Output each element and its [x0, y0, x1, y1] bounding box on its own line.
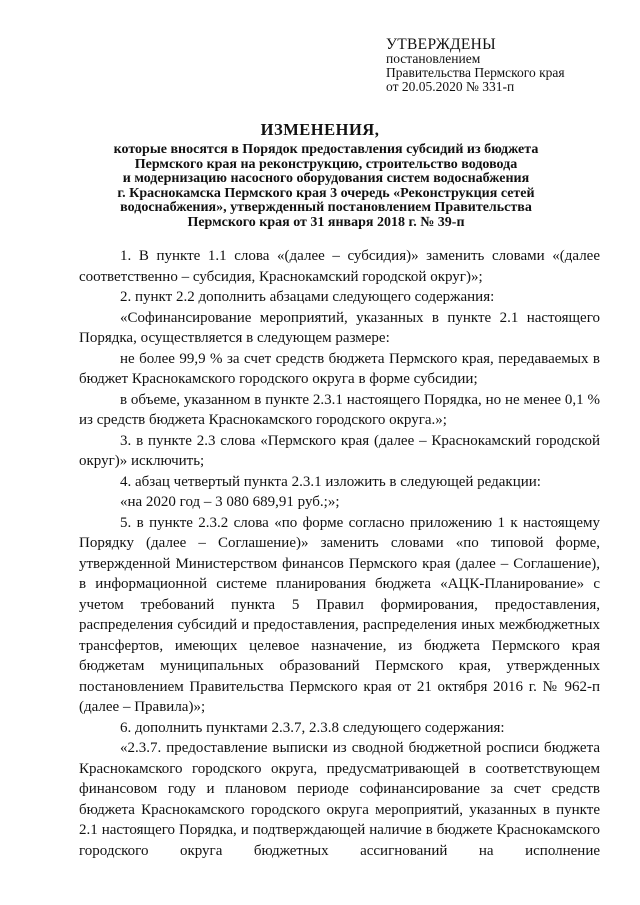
- body-paragraph: 5. в пункте 2.3.2 слова «по форме согласно приложению 1 к настоящему Порядку (далее – Соглашение)» заменить словами «по типовой форме, утвержденной Министерством финансов Пермского края (далее – Соглашение), в информационной системе планирования бюджета «АЦК-Планирование» с учетом требований пункта 5 Правил формирования, предоставления, распределения субсидий и предоставления, распределения иных межбюджетных трансфертов, имеющих целевое назначение, из бюджета Пермского края бюджетам муниципальных образований Пермского края, утвержденных постановлением Правительства Пермского края от 21 октября 2016 г. № 962-п (далее – Правила)»;: [79, 514, 600, 715]
- subtitle-line: г. Краснокамска Пермского края 3 очередь «Реконструкция сетей: [117, 185, 535, 201]
- document-body: [79, 246, 600, 861]
- subtitle-line: Пермского края от 31 января 2018 г. № 39-п: [187, 214, 465, 230]
- subtitle-line: и модернизацию насосного оборудования систем водоснабжения: [122, 171, 530, 187]
- body-paragraph: «Софинансирование мероприятий, указанных в пункте 2.1 настоящего Порядка, осуществляется в следующем размере:: [79, 309, 600, 346]
- body-paragraph: 2. пункт 2.2 дополнить абзацами следующего содержания:: [120, 289, 495, 305]
- document-subtitle: [80, 143, 572, 231]
- approval-line: от 20.05.2020 № 331-п: [386, 79, 515, 94]
- subtitle-line: которые вносятся в Порядок предоставления субсидий из бюджета: [113, 142, 539, 157]
- body-paragraph: «2.3.7. предоставление выписки из сводной бюджетной росписи бюджета Краснокамского городского округа, предусматривающей в соответствующем финансовом году и плановом периоде софинансирование за счет средств бюджета Краснокамского городского округа мероприятий, указанных в пункте 2.1 настоящего Порядка, и подтверждающей наличие в бюджете Краснокамского городского округа бюджетных ассигнований на исполнение: [79, 740, 600, 859]
- body-paragraph: 4. абзац четвертый пункта 2.3.1 изложить в следующей редакции:: [120, 473, 541, 490]
- approval-heading: УТВЕРЖДЕНЫ: [386, 36, 496, 53]
- body-paragraph: в объеме, указанном в пункте 2.3.1 настоящего Порядка, но не менее 0,1 % из средств бюджета Краснокамского городского округа.»;: [79, 391, 600, 428]
- approval-line: Правительства Пермского края: [386, 65, 565, 80]
- approval-stamp: [386, 38, 565, 94]
- document-title: ИЗМЕНЕНИЯ,: [260, 120, 380, 139]
- body-paragraph: не более 99,9 % за счет средств бюджета Пермского края, передаваемых в бюджет Краснокамского городского округа в форме субсидии;: [79, 350, 600, 387]
- subtitle-line: Пермского края на реконструкцию, строительство водовода: [134, 156, 518, 172]
- subtitle-line: водоснабжения», утвержденный постановлением Правительства: [120, 200, 532, 216]
- approval-line: постановлением: [386, 51, 481, 66]
- body-paragraph: 1. В пункте 1.1 слова «(далее – субсидия)» заменить словами «(далее соответственно – субсидия, Краснокамский городской округ)»;: [79, 248, 600, 285]
- body-paragraph: «на 2020 год – 3 080 689,91 руб.;»;: [120, 494, 340, 510]
- body-paragraph: 6. дополнить пунктами 2.3.7, 2.3.8 следующего содержания:: [120, 719, 505, 736]
- body-paragraph: 3. в пункте 2.3 слова «Пермского края (далее – Краснокамский городской округ)» исключить;: [79, 432, 600, 469]
